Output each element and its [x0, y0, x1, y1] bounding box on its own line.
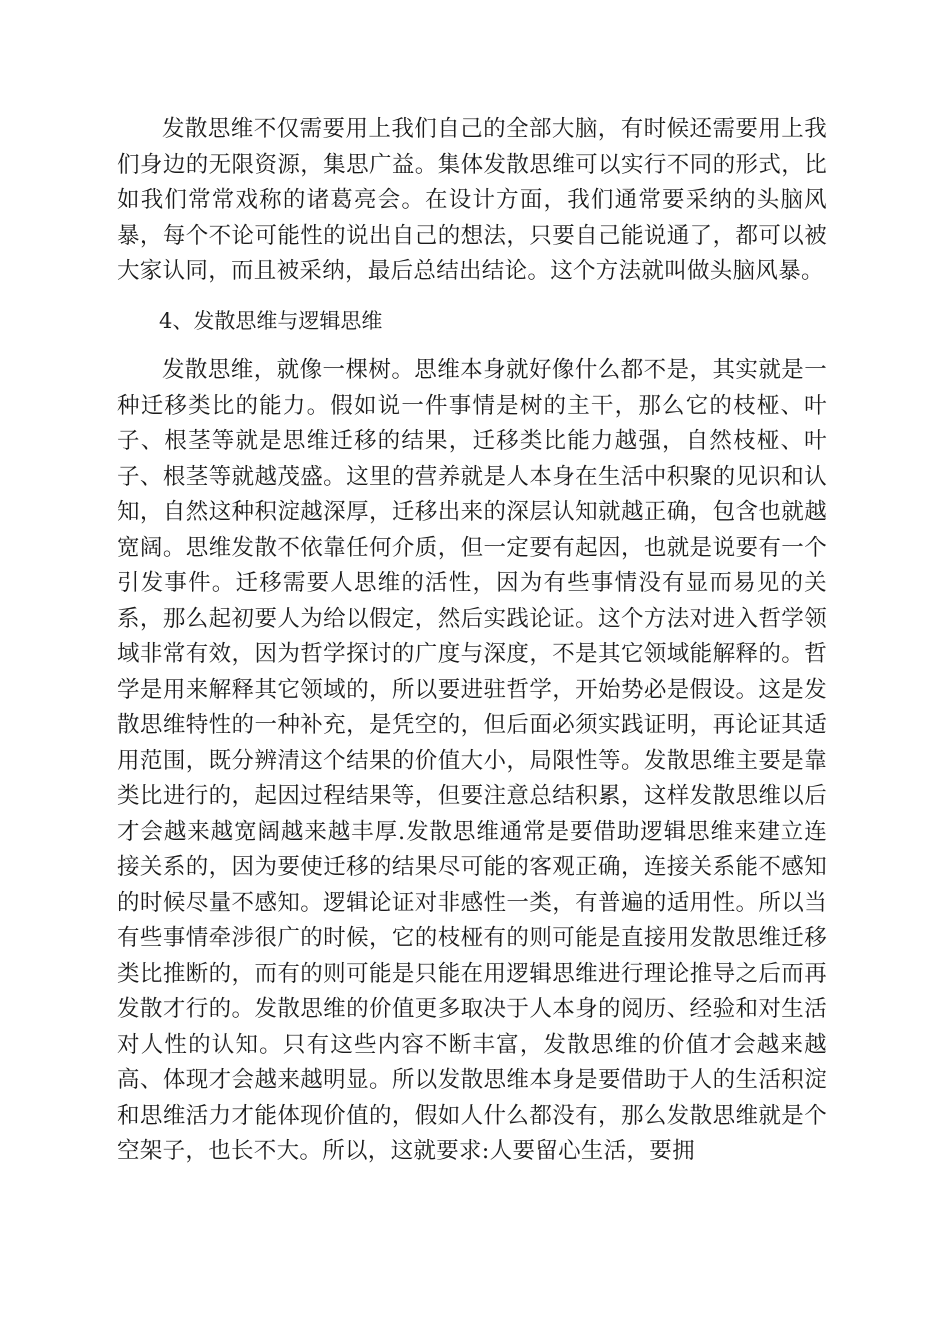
body-paragraph-2: 发散思维，就像一棵树。思维本身就好像什么都不是，其实就是一种迁移类比的能力。假如说一件事情是树的主干，那么它的枝桠、叶子、根茎等就是思维迁移的结果，迁移类比能力越强，自然枝桠、叶子、根茎等就越茂盛。这里的营养就是人本身在生活中积聚的见识和认知，自然这种积淀越深厚，迁移出来的深层认知就越正确，包含也就越宽阔。思维发散不依靠任何介质，但一定要有起因，也就是说要有一个引发事件。迁移需要人思维的活性，因为有些事情没有显而易见的关系，那么起初要人为给以假定，然后实践论证。这个方法对进入哲学领域非常有效，因为哲学探讨的广度与深度，不是其它领域能解释的。哲学是用来解释其它领域的，所以要进驻哲学，开始势必是假设。这是发散思维特性的一种补充，是凭空的，但后面必须实践证明，再论证其适用范围，既分辨清这个结果的价值大小，局限性等。发散思维主要是靠类比进行的，起因过程结果等，但要注意总结积累，这样发散思维以后才会越来越宽阔越来越丰厚.发散思维通常是要借助逻辑思维来建立连接关系的，因为要使迁移的结果尽可能的客观正确，连接关系能不感知的时候尽量不感知。逻辑论证对非感性一类，有普遍的适用性。所以当有些事情牵涉很广的时候，它的枝桠有的则可能是直接用发散思维迁移类比推断的，而有的则可能是只能在用逻辑思维进行理论推导之后而再发散才行的。发散思维的价值更多取决于人本身的阅历、经验和对生活对人性的认知。只有这些内容不断丰富，发散思维的价值才会越来越高、体现才会越来越明显。所以发散思维本身是要借助于人的生活积淀和思维活力才能体现价值的，假如人什么都没有，那么发散思维就是个空架子，也长不大。所以，这就要求:人要留心生活，要拥: [117, 357, 827, 1164]
section-heading: 4、发散思维与逻辑思维: [159, 308, 383, 333]
document-page: [117, 112, 827, 1184]
body-paragraph-1: 发散思维不仅需要用上我们自己的全部大脑，有时候还需要用上我们身边的无限资源，集思广益。集体发散思维可以实行不同的形式，比如我们常常戏称的诸葛亮会。在设计方面，我们通常要采纳的头脑风暴，每个不论可能性的说出自己的想法，只要自己能说通了，都可以被大家认同，而且被采纳，最后总结出结论。这个方法就叫做头脑风暴。: [117, 116, 827, 284]
